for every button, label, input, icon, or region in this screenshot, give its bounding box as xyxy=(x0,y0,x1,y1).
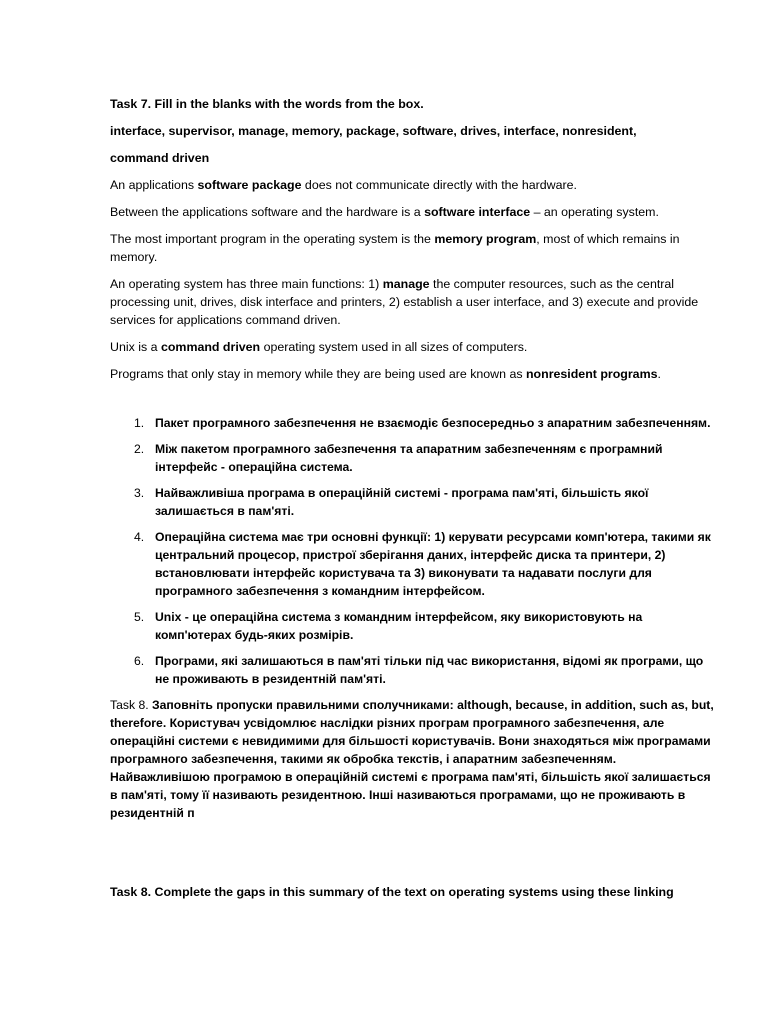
list-item: 6. Програми, які залишаються в пам'яті тільки під час використання, відомі як програми, що не проживають в резидентній пам'яті. xyxy=(134,654,704,686)
filled-blank: command driven xyxy=(160,340,261,354)
list-number: 4. xyxy=(134,530,145,544)
task8-ukrainian-paragraph: Task 8. Заповніть пропуски правильними сполучниками: although, because, in addition, such as, but, therefore. Користувач усвідомлює наслідки різних програм програмного забезпечення, але операційні системи є невидимими для більшості користувачів. Вони знаходяться між програмами програмного забезпечення, такими як обробка текстів, і апаратним забезпеченням. Найважливішою програмою в операційній системі є програма пам'яті, більшість якої залишається в пам'яті, тому її називають резидентною. Інші називаються програмами, що не проживають в резидентній п xyxy=(110,698,714,820)
list-number: 1. xyxy=(134,416,145,430)
list-number: 5. xyxy=(134,610,145,624)
task7-heading: Task 7. Fill in the blanks with the words from the box. xyxy=(110,97,424,111)
list-item: 4. Операційна система має три основні функції: 1) керувати ресурсами комп'ютера, такими як центральний процесор, пристрої зберігання даних, інтерфейс диска та принтери, 2) встановлювати інтерфейс користувача та 3) виконувати та надавати послуги для програмного забезпечення з командним інтерфейсом. xyxy=(134,530,711,598)
task8-heading: Task 8. Complete the gaps in this summary of the text on operating systems using these linking xyxy=(110,885,674,899)
list-item: 5. Unix - це операційна система з командним інтерфейсом, яку використовують на комп'ютерах будь-яких розмірів. xyxy=(134,610,643,642)
filled-blank: software interface xyxy=(424,205,531,219)
filled-blank: software package xyxy=(197,178,302,192)
task7-sentence-1: An applications software package does not communicate directly with the hardware. xyxy=(110,178,577,192)
filled-blank: memory program xyxy=(434,232,537,246)
list-number: 3. xyxy=(134,486,145,500)
task7-sentence-6: Programs that only stay in memory while they are being used are known as nonresident programs. xyxy=(110,367,661,381)
list-item: 3. Найважливіша програма в операційній системі - програма пам'яті, більшість якої залишається в пам'яті. xyxy=(134,486,649,518)
list-item: 1. Пакет програмного забезпечення не взаємодіє безпосередньо з апаратним забезпеченням. xyxy=(134,416,711,430)
task7-sentence-5: Unix is a command driven operating system used in all sizes of computers. xyxy=(110,340,528,354)
list-number: 6. xyxy=(134,654,145,668)
translation-list xyxy=(110,414,715,688)
task7-sentence-4: An operating system has three main functions: 1) manage the computer resources, such as the central processing unit, drives, disk interface and printers, 2) establish a user interface, and 3) execute and provide services for applications command driven. xyxy=(110,277,699,327)
word-box-line-1: interface, supervisor, manage, memory, package, software, drives, interface, nonresident, xyxy=(110,124,637,138)
word-box-line-2: command driven xyxy=(110,151,210,165)
list-item: 2. Між пакетом програмного забезпечення та апаратним забезпеченням є програмний інтерфейс - операційна система. xyxy=(134,442,663,474)
filled-blank: manage xyxy=(382,277,430,291)
filled-blank: nonresident programs xyxy=(525,367,658,381)
list-number: 2. xyxy=(134,442,145,456)
spacer xyxy=(110,831,715,883)
spacer xyxy=(110,392,715,414)
document-body xyxy=(110,95,715,910)
task7-sentence-3: The most important program in the operating system is the memory program, most of which remains in memory. xyxy=(110,232,680,264)
task7-sentence-2: Between the applications software and the hardware is a software interface – an operating system. xyxy=(110,205,659,219)
